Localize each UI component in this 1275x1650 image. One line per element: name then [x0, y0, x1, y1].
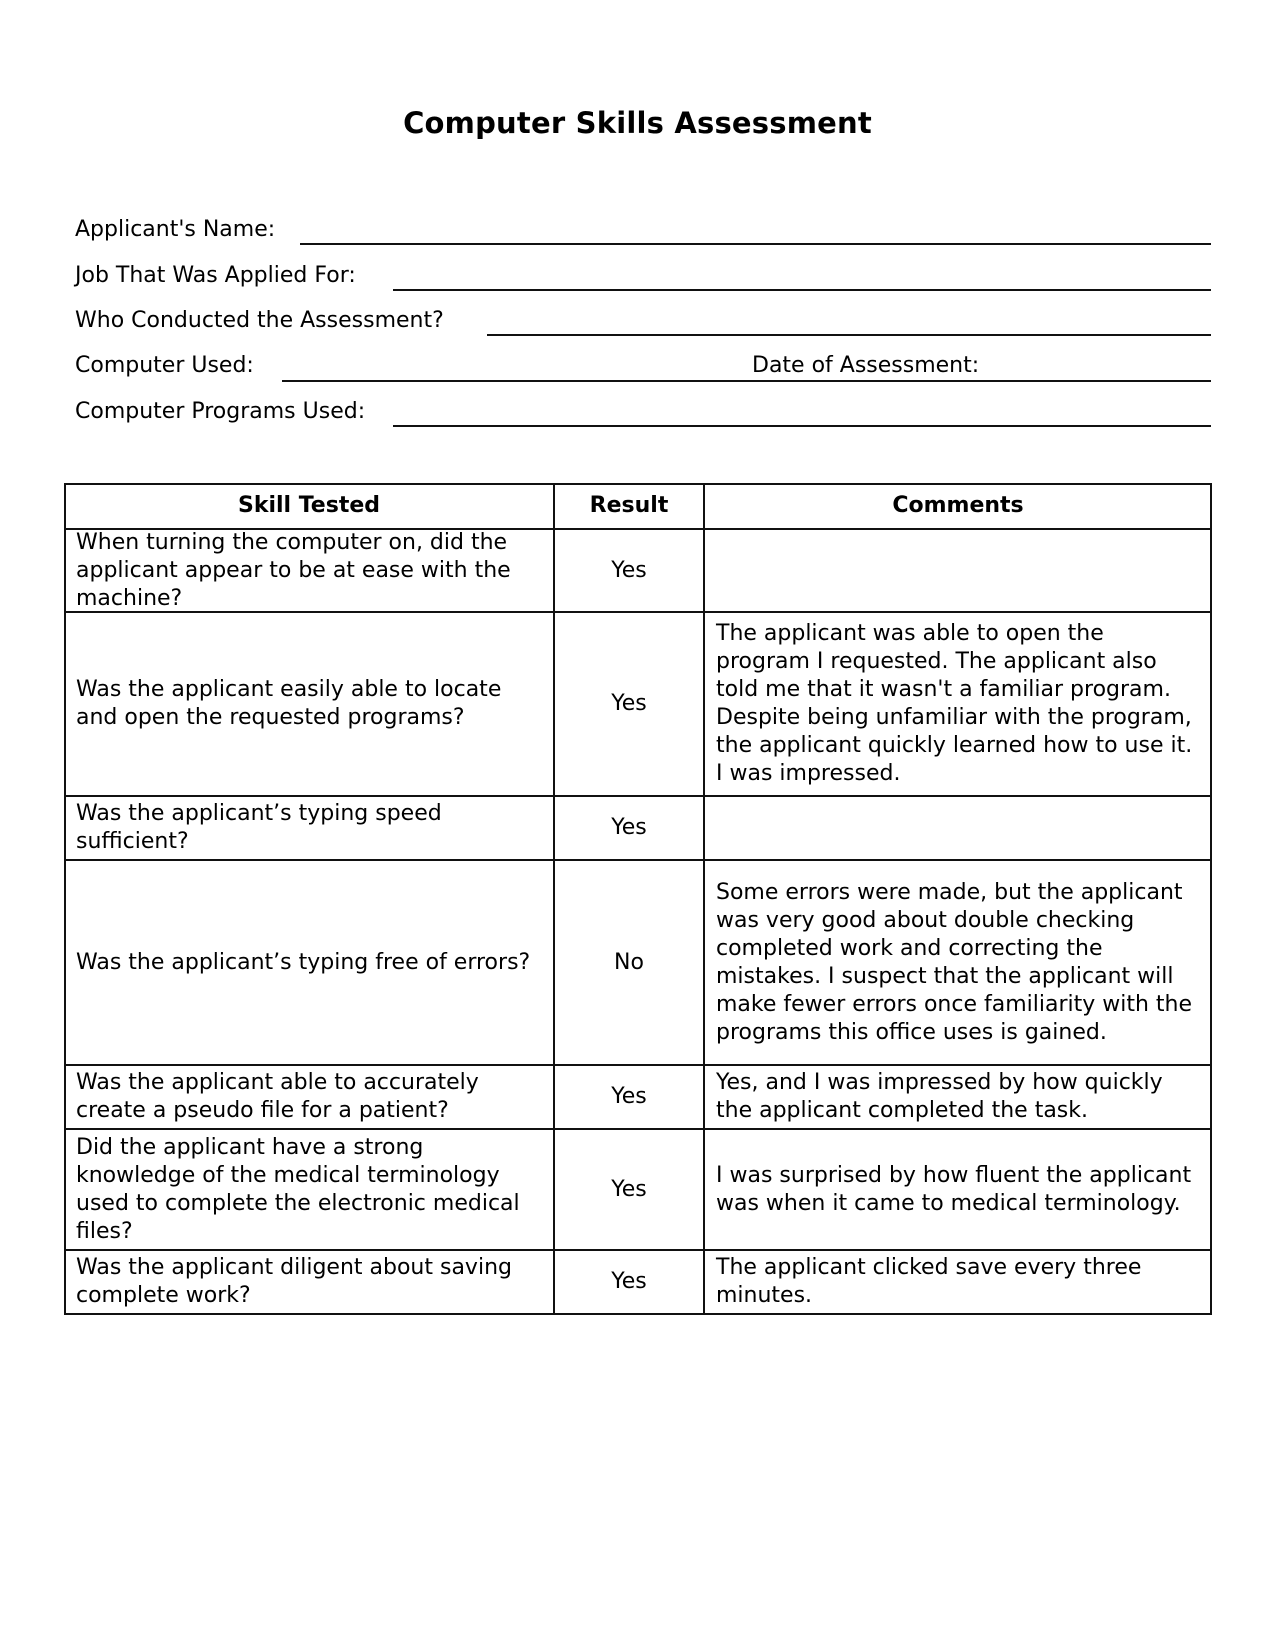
table-row	[64, 530, 1212, 613]
result-cell: Yes	[611, 557, 647, 583]
applicant-name-label: Applicant's Name:	[75, 217, 276, 242]
programs-used-label: Computer Programs Used:	[75, 399, 366, 424]
table-row	[64, 797, 1212, 861]
job-applied-label: Job That Was Applied For:	[75, 263, 356, 288]
skill-cell: When turning the computer on, did the applicant appear to be at ease with the machine?	[76, 529, 511, 611]
result-cell: Yes	[611, 815, 647, 840]
programs-used-field[interactable]	[393, 425, 1211, 427]
table-row	[64, 1251, 1212, 1315]
result-cell: No	[614, 949, 644, 975]
table-row	[64, 1130, 1212, 1251]
comment-cell	[704, 797, 1212, 859]
date-of-assessment-label: Date of Assessment:	[752, 353, 980, 378]
header-comments: Comments	[892, 492, 1024, 518]
comment-cell: I was surprised by how fluent the applicant was when it came to medical terminology.	[716, 1162, 1192, 1216]
skill-cell: Was the applicant’s typing speed sufficient?	[76, 801, 442, 854]
column-divider	[553, 483, 555, 1315]
table-row	[64, 613, 1212, 797]
skill-cell: Was the applicant easily able to locate and open the requested programs?	[76, 677, 502, 730]
result-cell: Yes	[611, 1269, 647, 1294]
table-header-row	[64, 483, 1212, 530]
comment-cell: Yes, and I was impressed by how quickly the applicant completed the task.	[716, 1070, 1163, 1123]
applicant-name-field[interactable]	[300, 243, 1211, 245]
skill-cell: Was the applicant able to accurately create a pseudo file for a patient?	[76, 1070, 479, 1123]
skill-cell: Did the applicant have a strong knowledge of the medical terminology used to complete the electronic medical files?	[76, 1134, 520, 1244]
skill-cell: Was the applicant diligent about saving complete work?	[76, 1255, 512, 1308]
table-row	[64, 1066, 1212, 1130]
skill-cell: Was the applicant’s typing free of errors?	[76, 949, 531, 975]
comment-cell: The applicant was able to open the program I requested. The applicant also told me that it wasn't a familiar program. Despite being unfamiliar with the program, the applicant quickly learned how to use it. I was impressed.	[716, 621, 1193, 786]
comment-cell: The applicant clicked save every three minutes.	[716, 1255, 1142, 1308]
result-cell: Yes	[611, 691, 647, 716]
page-title: Computer Skills Assessment	[403, 106, 872, 140]
header-result: Result	[589, 492, 669, 518]
column-divider	[703, 483, 705, 1315]
result-cell: Yes	[611, 1176, 647, 1202]
header-skill-tested: Skill Tested	[237, 492, 381, 518]
conducted-by-label: Who Conducted the Assessment?	[75, 308, 444, 333]
table-row	[64, 861, 1212, 1066]
computer-used-field[interactable]	[282, 380, 1211, 382]
result-cell: Yes	[611, 1084, 647, 1109]
comment-cell	[704, 530, 1212, 611]
job-applied-field[interactable]	[393, 289, 1211, 291]
conducted-by-field[interactable]	[487, 334, 1211, 336]
comment-cell: Some errors were made, but the applicant was very good about double checking completed work and correcting the mistakes. I suspect that the applicant will make fewer errors once familiarity with the programs this office uses is gained.	[716, 879, 1193, 1045]
computer-used-label: Computer Used:	[75, 353, 254, 378]
